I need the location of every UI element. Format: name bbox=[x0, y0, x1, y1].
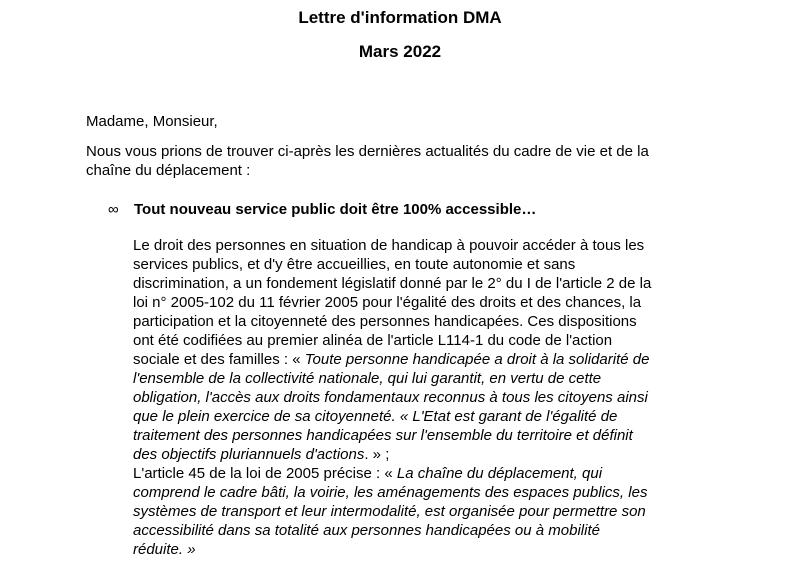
body-line bbox=[133, 388, 723, 407]
quote-segment: que le plein exercice de sa citoyenneté. « L'Etat est garant de l'égalité de bbox=[133, 408, 618, 425]
document-date: Mars 2022 bbox=[358, 42, 442, 61]
quote-segment: réduite. » bbox=[133, 541, 196, 558]
body-line bbox=[133, 236, 723, 255]
body-line bbox=[133, 331, 723, 350]
intro-line: Nous vous prions de trouver ci-après les dernières actualités du cadre de vie et de la bbox=[86, 143, 649, 160]
text-segment: participation et la citoyenneté des personnes handicapées. Ces dispositions bbox=[133, 313, 637, 330]
body-line bbox=[133, 426, 723, 445]
body-line bbox=[133, 445, 723, 464]
text-segment: services publics, et d'y être accueillies, en toute autonomie et sans bbox=[133, 256, 576, 273]
body-line bbox=[133, 464, 723, 483]
quote-segment: traitement des personnes handicapées sur l'ensemble du territoire et définit bbox=[133, 427, 633, 444]
body-line bbox=[133, 521, 723, 540]
intro-line: chaîne du déplacement : bbox=[86, 162, 251, 179]
body-line bbox=[133, 255, 723, 274]
quote-segment: des objectifs pluriannuels d'actions bbox=[133, 446, 365, 463]
bullet-heading: Tout nouveau service public doit être 100% accessible… bbox=[134, 201, 537, 218]
body-paragraph bbox=[133, 236, 723, 559]
text-segment: loi n° 2005-102 du 11 février 2005 pour l'égalité des droits et des chances, la bbox=[133, 294, 642, 311]
infinity-bullet-icon: ∞ bbox=[108, 201, 119, 218]
quote-segment: accessibilité dans sa totalité aux personnes handicapées ou à mobilité bbox=[133, 522, 600, 539]
body-line bbox=[133, 369, 723, 388]
body-line bbox=[133, 407, 723, 426]
text-segment: . » ; bbox=[364, 446, 390, 463]
quote-segment: comprend le cadre bâti, la voirie, les aménagements des espaces publics, les bbox=[133, 484, 648, 501]
text-segment: Le droit des personnes en situation de handicap à pouvoir accéder à tous les bbox=[133, 237, 645, 254]
quote-segment: l'ensemble de la collectivité nationale, qui lui garantit, en vertu de cette bbox=[133, 370, 602, 387]
text-segment: discrimination, a un fondement législatif donné par le 2° du I de l'article 2 de la bbox=[133, 275, 652, 292]
quote-segment: La chaîne du déplacement, qui bbox=[396, 465, 603, 482]
salutation: Madame, Monsieur, bbox=[86, 113, 218, 130]
body-line bbox=[133, 502, 723, 521]
bullet-item bbox=[108, 200, 728, 219]
document-title: Lettre d'information DMA bbox=[298, 8, 502, 27]
text-segment: sociale et des familles : « bbox=[133, 351, 305, 368]
body-line bbox=[133, 293, 723, 312]
body-line bbox=[133, 274, 723, 293]
body-line bbox=[133, 312, 723, 331]
quote-segment: obligation, l'accès aux droits fondamentaux reconnus à tous les citoyens ainsi bbox=[133, 389, 648, 406]
body-line bbox=[133, 350, 723, 369]
text-segment: L'article 45 de la loi de 2005 précise : « bbox=[133, 465, 397, 482]
intro-paragraph bbox=[86, 142, 726, 180]
text-segment: ont été codifiées au premier alinéa de l'article L114-1 du code de l'action bbox=[133, 332, 613, 349]
quote-segment: Toute personne handicapée a droit à la solidarité de bbox=[304, 351, 650, 368]
body-line bbox=[133, 483, 723, 502]
body-line bbox=[133, 540, 723, 559]
quote-segment: systèmes de transport et leur intermodalité, est organisée pour permettre son bbox=[133, 503, 646, 520]
